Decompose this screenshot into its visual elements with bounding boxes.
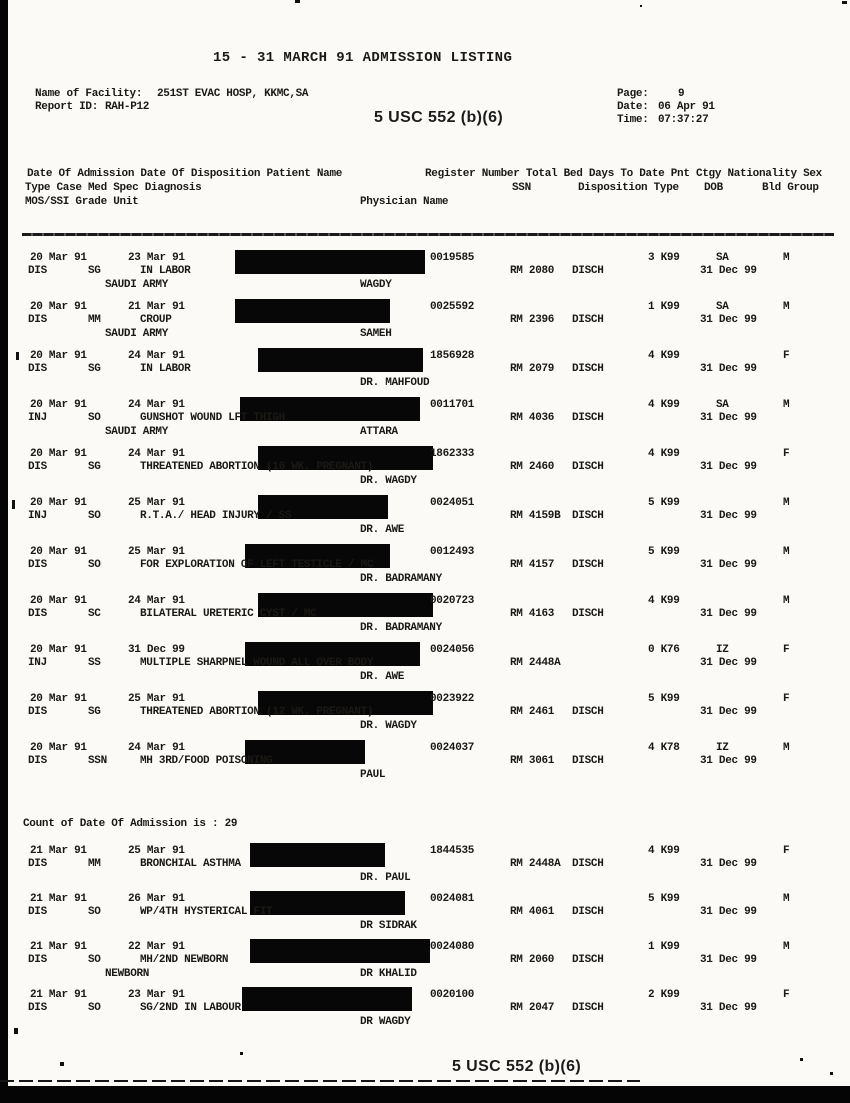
dob: 31 Dec 99 <box>700 412 757 424</box>
admission-date: 20 Mar 91 <box>30 693 87 705</box>
record-line-3 <box>0 1016 850 1029</box>
column-header-physician-name: Physician Name <box>360 196 449 208</box>
record-line-1 <box>0 399 850 412</box>
med-spec: SO <box>88 1002 101 1014</box>
type-case: DIS <box>28 461 47 473</box>
med-spec: MM <box>88 858 101 870</box>
unit: SAUDI ARMY <box>105 426 169 438</box>
type-case: DIS <box>28 706 47 718</box>
med-spec: MM <box>88 314 101 326</box>
dob: 31 Dec 99 <box>700 706 757 718</box>
ssn: RM 2460 <box>510 461 555 473</box>
ssn: RM 4061 <box>510 906 555 918</box>
diagnosis: GUNSHOT WOUND LFT THIGH <box>140 412 285 424</box>
disposition-type: DISCH <box>572 1002 604 1014</box>
diagnosis: THREATENED ABORTION (16 WK. PREGNANT) <box>140 461 374 473</box>
page-number-value: 9 <box>678 88 685 100</box>
scan-speck <box>842 1 847 4</box>
diagnosis: BILATERAL URETERIC CYST / MC <box>140 608 317 620</box>
ssn: RM 4163 <box>510 608 555 620</box>
dob: 31 Dec 99 <box>700 510 757 522</box>
med-spec: SG <box>88 461 101 473</box>
disposition-date: 22 Mar 91 <box>128 941 185 953</box>
column-header-ssn: SSN <box>512 182 531 194</box>
sex: M <box>783 742 790 754</box>
ssn: RM 2461 <box>510 706 555 718</box>
scan-speck <box>295 0 300 3</box>
dob: 31 Dec 99 <box>700 314 757 326</box>
disposition-type: DISCH <box>572 559 604 571</box>
record-line-1 <box>0 845 850 858</box>
register-number: 0020723 <box>430 595 475 607</box>
sex: M <box>783 546 790 558</box>
med-spec: SO <box>88 559 101 571</box>
disposition-date: 25 Mar 91 <box>128 497 185 509</box>
record-line-2 <box>0 559 850 572</box>
sex: F <box>783 350 790 362</box>
sex: F <box>783 644 790 656</box>
bed-days-and-patient-category: 2 K99 <box>648 989 680 1001</box>
record-line-3 <box>0 872 850 885</box>
admission-date: 20 Mar 91 <box>30 399 87 411</box>
admission-record <box>0 845 850 893</box>
disposition-date: 25 Mar 91 <box>128 693 185 705</box>
column-header-line3-left: MOS/SSI Grade Unit <box>25 196 139 208</box>
sex: M <box>783 399 790 411</box>
record-line-3 <box>0 920 850 933</box>
bed-days-and-patient-category: 4 K99 <box>648 448 680 460</box>
med-spec: SG <box>88 265 101 277</box>
type-case: DIS <box>28 363 47 375</box>
disposition-date: 26 Mar 91 <box>128 893 185 905</box>
record-line-2 <box>0 706 850 719</box>
admission-record <box>0 989 850 1037</box>
unit: SAUDI ARMY <box>105 279 169 291</box>
unit: NEWBORN <box>105 968 150 980</box>
record-line-3 <box>0 671 850 684</box>
register-number: 1844535 <box>430 845 475 857</box>
admission-record <box>0 350 850 399</box>
bed-days-and-patient-category: 5 K99 <box>648 497 680 509</box>
scan-speck <box>640 5 642 7</box>
disposition-date: 25 Mar 91 <box>128 546 185 558</box>
admission-record <box>0 399 850 448</box>
admission-date: 20 Mar 91 <box>30 742 87 754</box>
record-line-1 <box>0 252 850 265</box>
record-line-3 <box>0 769 850 782</box>
admission-record <box>0 941 850 989</box>
physician-name: PAUL <box>360 769 386 781</box>
bed-days-and-patient-category: 4 K99 <box>648 845 680 857</box>
record-line-3 <box>0 720 850 733</box>
disposition-type: DISCH <box>572 755 604 767</box>
ssn: RM 2448A <box>510 858 561 870</box>
nationality: IZ <box>716 644 729 656</box>
unit: SAUDI ARMY <box>105 328 169 340</box>
disposition-type: DISCH <box>572 706 604 718</box>
scan-speck <box>800 1058 803 1061</box>
admission-record <box>0 252 850 301</box>
sex: M <box>783 595 790 607</box>
record-line-3 <box>0 475 850 488</box>
admission-date: 20 Mar 91 <box>30 595 87 607</box>
bed-days-and-patient-category: 5 K99 <box>648 546 680 558</box>
med-spec: SO <box>88 954 101 966</box>
disposition-date: 23 Mar 91 <box>128 252 185 264</box>
record-line-2 <box>0 858 850 871</box>
physician-name: DR WAGDY <box>360 1016 411 1028</box>
admission-record <box>0 742 850 791</box>
record-line-2 <box>0 755 850 768</box>
record-line-1 <box>0 448 850 461</box>
column-header-line2-left: Type Case Med Spec Diagnosis <box>25 182 202 194</box>
admission-record <box>0 448 850 497</box>
sex: F <box>783 845 790 857</box>
diagnosis: MH 3RD/FOOD POISONING <box>140 755 273 767</box>
record-line-2 <box>0 461 850 474</box>
record-line-1 <box>0 497 850 510</box>
disposition-date: 23 Mar 91 <box>128 989 185 1001</box>
admission-date: 21 Mar 91 <box>30 893 87 905</box>
column-header-line1-right: Register Number Total Bed Days To Date Pnt Ctgy Nationality Sex <box>425 168 822 180</box>
register-number: 0011701 <box>430 399 475 411</box>
register-number: 0024080 <box>430 941 475 953</box>
dob: 31 Dec 99 <box>700 1002 757 1014</box>
facility-name-value: 251ST EVAC HOSP, KKMC,SA <box>157 88 309 100</box>
disposition-type: DISCH <box>572 954 604 966</box>
record-line-2 <box>0 1002 850 1015</box>
register-number: 0020100 <box>430 989 475 1001</box>
disposition-date: 24 Mar 91 <box>128 742 185 754</box>
disposition-type: DISCH <box>572 314 604 326</box>
physician-name: DR. MAHFOUD <box>360 377 430 389</box>
sex: M <box>783 301 790 313</box>
physician-name: SAMEH <box>360 328 392 340</box>
type-case: INJ <box>28 657 47 669</box>
record-line-2 <box>0 906 850 919</box>
admission-date: 21 Mar 91 <box>30 941 87 953</box>
record-line-1 <box>0 301 850 314</box>
diagnosis: BRONCHIAL ASTHMA <box>140 858 241 870</box>
register-number: 0024056 <box>430 644 475 656</box>
ssn: RM 4159B <box>510 510 561 522</box>
bed-days-and-patient-category: 1 K99 <box>648 301 680 313</box>
disposition-type: DISCH <box>572 906 604 918</box>
med-spec: SC <box>88 608 101 620</box>
report-title: 15 - 31 MARCH 91 ADMISSION LISTING <box>213 50 513 66</box>
med-spec: SSN <box>88 755 107 767</box>
dob: 31 Dec 99 <box>700 461 757 473</box>
physician-name: DR. AWE <box>360 671 405 683</box>
admission-date: 20 Mar 91 <box>30 252 87 264</box>
ssn: RM 2080 <box>510 265 555 277</box>
record-line-1 <box>0 546 850 559</box>
records-group-21-mar <box>0 845 850 1037</box>
physician-name: DR KHALID <box>360 968 417 980</box>
bed-days-and-patient-category: 4 K99 <box>648 350 680 362</box>
scan-speck <box>830 1072 833 1075</box>
type-case: DIS <box>28 954 47 966</box>
disposition-type: DISCH <box>572 858 604 870</box>
physician-name: DR. BADRAMANY <box>360 573 442 585</box>
nationality: IZ <box>716 742 729 754</box>
type-case: DIS <box>28 858 47 870</box>
type-case: DIS <box>28 906 47 918</box>
med-spec: SO <box>88 510 101 522</box>
med-spec: SG <box>88 706 101 718</box>
diagnosis: WP/4TH HYSTERICAL FIT <box>140 906 273 918</box>
disposition-date: 31 Dec 99 <box>128 644 185 656</box>
ssn: RM 4036 <box>510 412 555 424</box>
scan-speck <box>60 1062 64 1066</box>
dob: 31 Dec 99 <box>700 755 757 767</box>
admission-date: 20 Mar 91 <box>30 644 87 656</box>
physician-name: DR. WAGDY <box>360 475 417 487</box>
bed-days-and-patient-category: 3 K99 <box>648 252 680 264</box>
physician-name: ATTARA <box>360 426 398 438</box>
disposition-type: DISCH <box>572 461 604 473</box>
record-line-3 <box>0 426 850 439</box>
diagnosis: R.T.A./ HEAD INJURY / SS <box>140 510 292 522</box>
column-header-dob: DOB <box>704 182 723 194</box>
record-line-1 <box>0 941 850 954</box>
admission-record <box>0 301 850 350</box>
dob: 31 Dec 99 <box>700 954 757 966</box>
sex: F <box>783 448 790 460</box>
physician-name: WAGDY <box>360 279 392 291</box>
dob: 31 Dec 99 <box>700 363 757 375</box>
record-line-2 <box>0 954 850 967</box>
foia-exemption-stamp-top: 5 USC 552 (b)(6) <box>374 109 504 126</box>
ssn: RM 2047 <box>510 1002 555 1014</box>
report-date-value: 06 Apr 91 <box>658 101 715 113</box>
sex: M <box>783 941 790 953</box>
register-number: 0025592 <box>430 301 475 313</box>
diagnosis: FOR EXPLORATION OF LEFT TESTICLE / MC <box>140 559 374 571</box>
record-line-3 <box>0 279 850 292</box>
bed-days-and-patient-category: 4 K99 <box>648 595 680 607</box>
disposition-date: 24 Mar 91 <box>128 448 185 460</box>
scan-edge-bottom <box>0 1086 850 1103</box>
register-number: 0023922 <box>430 693 475 705</box>
admission-record <box>0 497 850 546</box>
disposition-type: DISCH <box>572 412 604 424</box>
physician-name: DR SIDRAK <box>360 920 417 932</box>
admission-date: 21 Mar 91 <box>30 989 87 1001</box>
record-line-3 <box>0 328 850 341</box>
register-number: 0019585 <box>430 252 475 264</box>
record-line-3 <box>0 573 850 586</box>
diagnosis: IN LABOR <box>140 265 191 277</box>
physician-name: DR. PAUL <box>360 872 411 884</box>
type-case: DIS <box>28 608 47 620</box>
bed-days-and-patient-category: 5 K99 <box>648 893 680 905</box>
ssn: RM 2448A <box>510 657 561 669</box>
diagnosis: MULTIPLE SHARPNEL WOUND ALL OVER BODY <box>140 657 374 669</box>
records-group-20-mar <box>0 252 850 791</box>
admission-date: 20 Mar 91 <box>30 497 87 509</box>
ssn: RM 2396 <box>510 314 555 326</box>
nationality: SA <box>716 399 729 411</box>
admission-date: 20 Mar 91 <box>30 448 87 460</box>
physician-name: DR. BADRAMANY <box>360 622 442 634</box>
admission-date: 20 Mar 91 <box>30 350 87 362</box>
admission-date: 20 Mar 91 <box>30 301 87 313</box>
record-line-3 <box>0 377 850 390</box>
dob: 31 Dec 99 <box>700 559 757 571</box>
record-line-2 <box>0 412 850 425</box>
type-case: DIS <box>28 314 47 326</box>
report-id-value: RAH-P12 <box>105 101 150 113</box>
record-line-1 <box>0 644 850 657</box>
dob: 31 Dec 99 <box>700 906 757 918</box>
sex: M <box>783 893 790 905</box>
type-case: DIS <box>28 559 47 571</box>
admission-record <box>0 644 850 693</box>
med-spec: SG <box>88 363 101 375</box>
diagnosis: MH/2ND NEWBORN <box>140 954 229 966</box>
disposition-type: DISCH <box>572 265 604 277</box>
disposition-date: 24 Mar 91 <box>128 399 185 411</box>
physician-name: DR. AWE <box>360 524 405 536</box>
register-number: 0024037 <box>430 742 475 754</box>
record-line-2 <box>0 314 850 327</box>
disposition-date: 24 Mar 91 <box>128 595 185 607</box>
admission-date: 20 Mar 91 <box>30 546 87 558</box>
bed-days-and-patient-category: 1 K99 <box>648 941 680 953</box>
dob: 31 Dec 99 <box>700 657 757 669</box>
disposition-date: 21 Mar 91 <box>128 301 185 313</box>
admission-record <box>0 893 850 941</box>
physician-name: DR. WAGDY <box>360 720 417 732</box>
record-line-1 <box>0 693 850 706</box>
ssn: RM 4157 <box>510 559 555 571</box>
diagnosis: CROUP <box>140 314 172 326</box>
record-line-2 <box>0 510 850 523</box>
record-line-2 <box>0 657 850 670</box>
register-number: 1862333 <box>430 448 475 460</box>
register-number: 0024081 <box>430 893 475 905</box>
sex: F <box>783 693 790 705</box>
ssn: RM 2079 <box>510 363 555 375</box>
scan-bottom-dash-artifact <box>0 1080 640 1082</box>
dob: 31 Dec 99 <box>700 608 757 620</box>
disposition-type: DISCH <box>572 363 604 375</box>
med-spec: SO <box>88 412 101 424</box>
disposition-type: DISCH <box>572 608 604 620</box>
dob: 31 Dec 99 <box>700 858 757 870</box>
med-spec: SS <box>88 657 101 669</box>
record-line-2 <box>0 608 850 621</box>
ssn: RM 3061 <box>510 755 555 767</box>
bed-days-and-patient-category: 4 K99 <box>648 399 680 411</box>
bed-days-and-patient-category: 4 K78 <box>648 742 680 754</box>
sex: F <box>783 989 790 1001</box>
diagnosis: SG/2ND IN LABOUR <box>140 1002 241 1014</box>
nationality: SA <box>716 252 729 264</box>
diagnosis: THREATENED ABORTION (12 WK. PREGNANT) <box>140 706 374 718</box>
column-header-line1-left: Date Of Admission Date Of Disposition Patient Name <box>27 168 343 180</box>
admission-date: 21 Mar 91 <box>30 845 87 857</box>
ssn: RM 2060 <box>510 954 555 966</box>
admission-record <box>0 546 850 595</box>
page-number-label: Page: <box>617 88 649 100</box>
disposition-type: DISCH <box>572 510 604 522</box>
admission-record <box>0 595 850 644</box>
column-header-bld-group: Bld Group <box>762 182 819 194</box>
record-line-1 <box>0 595 850 608</box>
admission-record <box>0 693 850 742</box>
record-line-2 <box>0 265 850 278</box>
record-line-3 <box>0 524 850 537</box>
register-number: 0024051 <box>430 497 475 509</box>
type-case: DIS <box>28 265 47 277</box>
header-separator-line <box>22 233 834 236</box>
record-line-3 <box>0 968 850 981</box>
diagnosis: IN LABOR <box>140 363 191 375</box>
record-line-1 <box>0 893 850 906</box>
report-date-label: Date: <box>617 101 649 113</box>
register-number: 1856928 <box>430 350 475 362</box>
sex: M <box>783 497 790 509</box>
dob: 31 Dec 99 <box>700 265 757 277</box>
facility-name-label: Name of Facility: <box>35 88 143 100</box>
report-id-label: Report ID: <box>35 101 99 113</box>
disposition-date: 24 Mar 91 <box>128 350 185 362</box>
type-case: DIS <box>28 755 47 767</box>
report-time-value: 07:37:27 <box>658 114 709 126</box>
nationality: SA <box>716 301 729 313</box>
record-line-3 <box>0 622 850 635</box>
med-spec: SO <box>88 906 101 918</box>
type-case: DIS <box>28 1002 47 1014</box>
report-time-label: Time: <box>617 114 649 126</box>
record-line-2 <box>0 363 850 376</box>
foia-exemption-stamp-bottom: 5 USC 552 (b)(6) <box>452 1058 582 1075</box>
record-line-1 <box>0 989 850 1002</box>
bed-days-and-patient-category: 0 K76 <box>648 644 680 656</box>
type-case: INJ <box>28 510 47 522</box>
column-header-disposition-type: Disposition Type <box>578 182 679 194</box>
disposition-date: 25 Mar 91 <box>128 845 185 857</box>
admission-count-line: Count of Date Of Admission is : 29 <box>23 818 238 830</box>
type-case: INJ <box>28 412 47 424</box>
register-number: 0012493 <box>430 546 475 558</box>
record-line-1 <box>0 350 850 363</box>
record-line-1 <box>0 742 850 755</box>
scan-speck <box>240 1052 243 1055</box>
sex: M <box>783 252 790 264</box>
bed-days-and-patient-category: 5 K99 <box>648 693 680 705</box>
